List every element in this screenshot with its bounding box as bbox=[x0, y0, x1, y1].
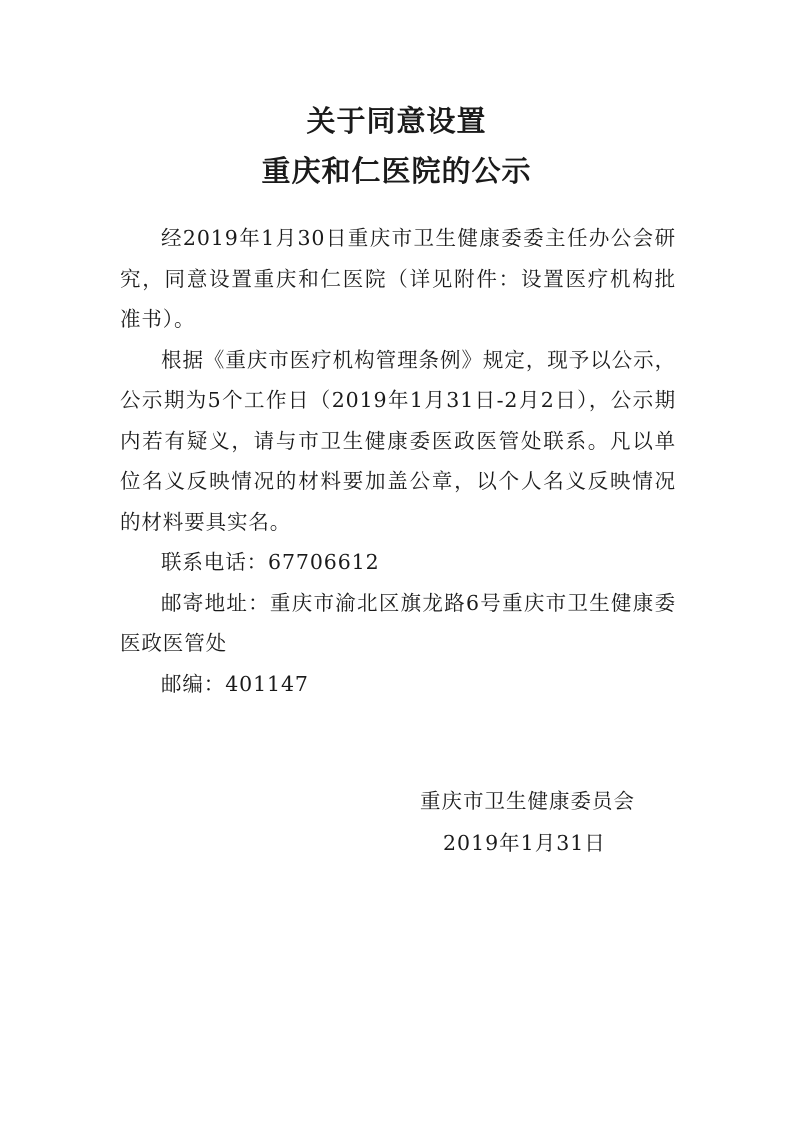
signature-date: 2019年1月31日 bbox=[443, 831, 606, 855]
paragraph-approval: 经2019年1月30日重庆市卫生健康委委主任办公会研究，同意设置重庆和仁医院（详见附件：设置医疗机构批准书）。 bbox=[120, 226, 676, 331]
contact-phone: 联系电话：67706612 bbox=[161, 550, 380, 574]
postal-code: 邮编：401147 bbox=[161, 671, 309, 696]
title-line-2: 重庆和仁医院的公示 bbox=[261, 154, 532, 188]
signature-organization: 重庆市卫生健康委员会 bbox=[420, 789, 635, 813]
title-line-1: 关于同意设置 bbox=[306, 104, 487, 138]
document-body bbox=[120, 218, 676, 704]
paragraph-notice: 根据《重庆市医疗机构管理条例》规定，现予以公示，公示期为5个工作日（2019年1月31日-2月2日），公示期内若有疑义，请与市卫生健康委医政医管处联系。凡以单位名义反映情况的材料要加盖公章，以个人名义反映情况的材料要具实名。 bbox=[120, 347, 676, 534]
mailing-address: 邮寄地址：重庆市渝北区旗龙路6号重庆市卫生健康委医政医管处 bbox=[120, 590, 676, 655]
document-title bbox=[0, 96, 793, 196]
